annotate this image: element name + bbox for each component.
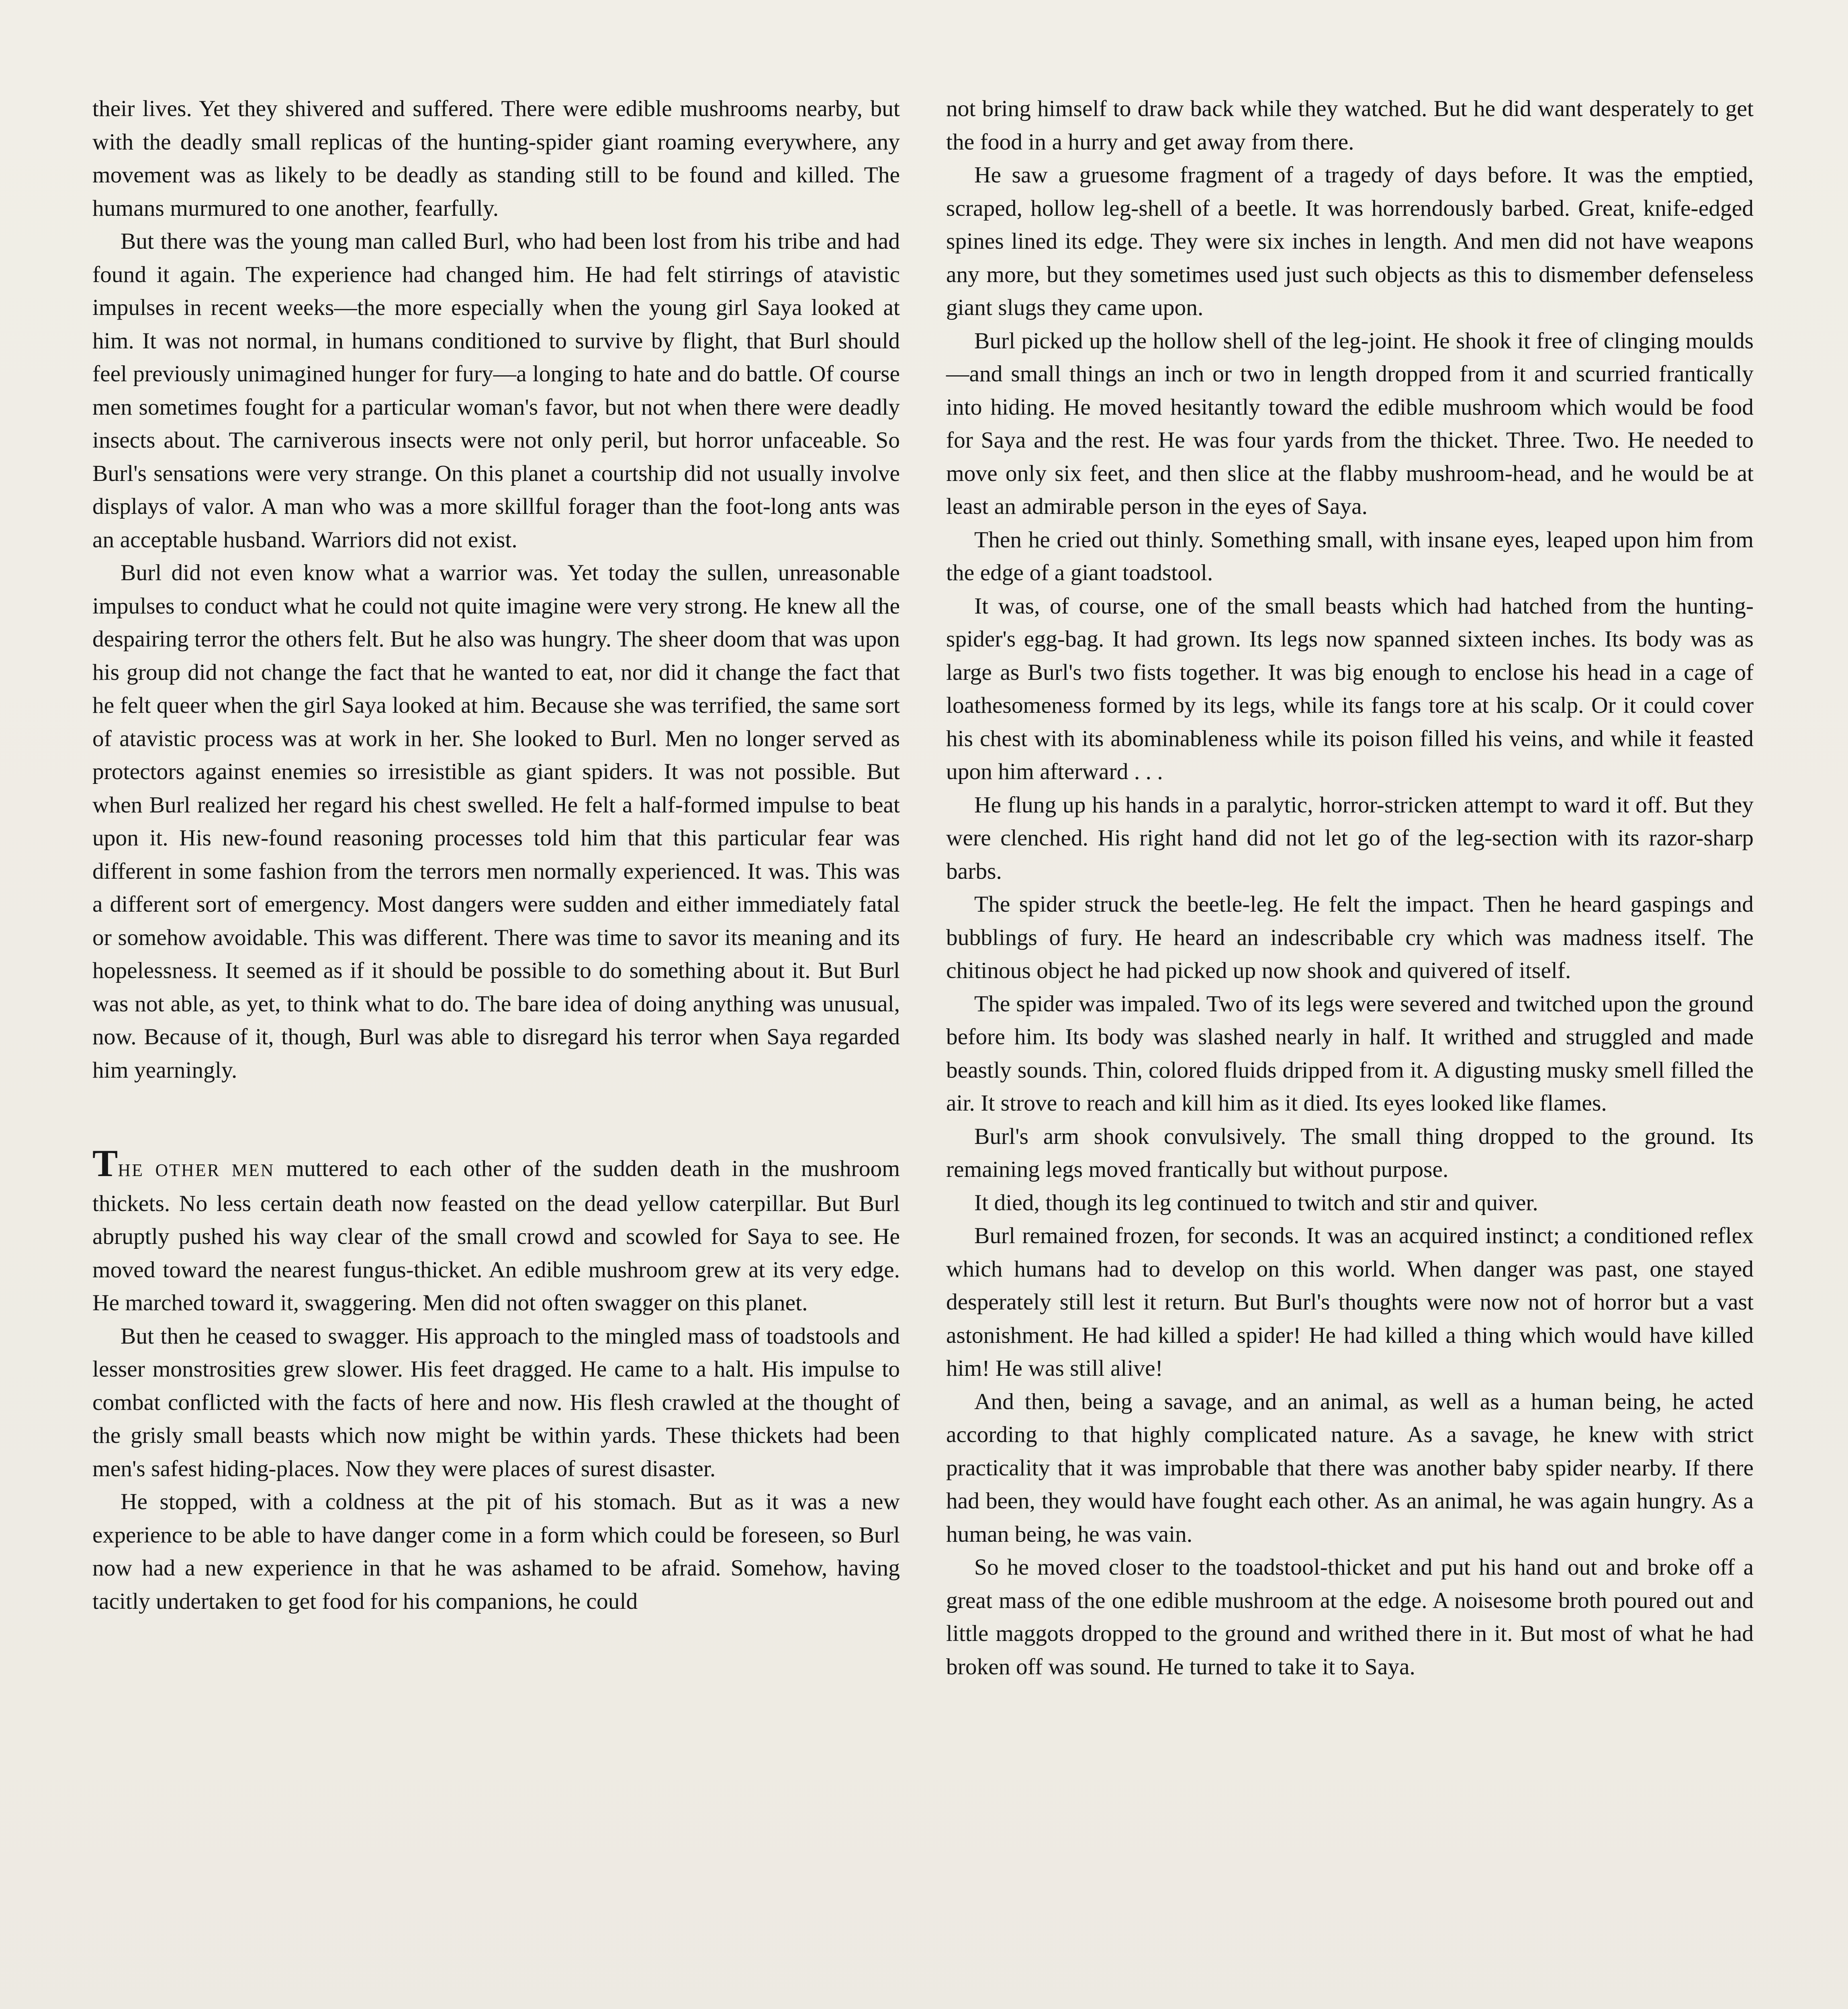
paragraph: But there was the young man called Burl, who had been lost from his tribe and had found it again. The experience had changed him. He had felt stirrings of atavistic impulses in recent weeks—the more especially when the young girl Saya looked at him. It was not normal, in humans conditioned to survive by flight, that Burl should feel previously unimagined hunger for fury—a longing to hate and do battle. Of course men sometimes fought for a particular woman's favor, but not when there were deadly insects about. The carniverous insects were not only peril, but horror unfaceable. So Burl's sensations were very strange. On this planet a courtship did not usually involve displays of valor. A man who was a more skillful forager than the foot-long ants was an acceptable husband. Warriors did not exist. [92, 229, 900, 552]
paragraph: not bring himself to draw back while they watched. But he did want desperately to get the food in a hurry and get away from there. [946, 96, 1754, 155]
paragraph: He saw a gruesome fragment of a tragedy of days before. It was the emptied, scraped, hollow leg-shell of a beetle. It was horrendously barbed. Great, knife-edged spines lined its edge. They were six inches in length. And men did not have weapons any more, but they sometimes used just such objects as this to dismember defenseless giant slugs they came upon. [946, 162, 1754, 320]
left-text-column [92, 92, 900, 1618]
paragraph: It died, though its leg continued to twitch and stir and quiver. [974, 1190, 1538, 1215]
paragraph: It was, of course, one of the small beasts which had hatched from the hunting-spider's egg-bag. It had grown. Its legs now spanned sixteen inches. Its body was as large as Burl's two fists together. It was big enough to enclose his head in a cage of loathesomeness formed by its legs, while its fangs tore at his scalp. Or it could cover his chest with its abominableness while its poison filled his veins, and while it feasted upon him afterward . . . [946, 593, 1754, 784]
paragraph: their lives. Yet they shivered and suffered. There were edible mushrooms nearby, but with the deadly small replicas of the hunting-spider giant roaming everywhere, any movement was as likely to be deadly as standing still to be found and killed. The humans murmured to one another, fearfully. [92, 96, 900, 221]
paragraph: Burl did not even know what a warrior was. Yet today the sullen, unreasonable impulses to conduct what he could not quite imagine were very strong. He knew all the despairing terror the others felt. But he also was hungry. The sheer doom that was upon his group did not change the fact that he wanted to eat, nor did it change the fact that he felt queer when the girl Saya looked at him. Because she was terrified, the same sort of atavistic process was at work in her. She looked to Burl. Men no longer served as protectors against enemies so irresistible as giant spiders. It was not possible. But when Burl realized her regard his chest swelled. He felt a half-formed impulse to beat upon it. His new-found reasoning processes told him that this particular fear was different in some fashion from the terrors men normally experienced. It was. This was a different sort of emergency. Most dangers were sudden and either immediately fatal or somehow avoidable. This was different. There was time to savor its meaning and its hopelessness. It seemed as if it should be possible to do something about it. But Burl was not able, as yet, to think what to do. The bare idea of doing anything was unusual, now. Because of it, though, Burl was able to disregard his terror when Saya regarded him yearningly. [92, 560, 900, 1083]
paragraph: But then he ceased to swagger. His approach to the mingled mass of toadstools and lesser monstrosities grew slower. His feet dragged. He came to a halt. His impulse to combat conflicted with the facts of here and now. His flesh crawled at the thought of the grisly small beasts which now might be within yards. These thickets had been men's safest hiding-places. Now they were places of surest disaster. [92, 1323, 900, 1481]
paragraph: The spider struck the beetle-leg. He felt the impact. Then he heard gaspings and bubblings of fury. He heard an indescribable cry which was madness itself. The chitinous object he had picked up now shook and quivered of itself. [946, 892, 1754, 983]
paragraph: Burl remained frozen, for seconds. It was an acquired instinct; a conditioned reflex which humans had to develop on this world. When danger was past, one stayed desperately still lest it return. But Burl's thoughts were now not of horror but a vast astonishment. He had killed a spider! He had killed a thing which would have killed him! He was still alive! [946, 1223, 1754, 1381]
right-text-column [946, 92, 1754, 1684]
paragraph-text: muttered to each other of the sudden death in the mushroom thickets. No less certain death now feasted on the dead yellow caterpillar. But Burl abruptly pushed his way clear of the small crowd and scowled for Saya to see. He moved toward the nearest fungus-thicket. An edible mushroom grew at its very edge. He marched toward it, swaggering. Men did not often swagger on this planet. [92, 1156, 900, 1315]
paragraph: He stopped, with a coldness at the pit of his stomach. But as it was a new experience to be able to have danger come in a form which could be foreseen, so Burl now had a new experience in that he was ashamed to be afraid. Somehow, having tacitly undertaken to get food for his companions, he could [92, 1489, 900, 1614]
paragraph: Burl picked up the hollow shell of the leg-joint. He shook it free of clinging moulds—and small things an inch or two in length dropped from it and scurried frantically into hiding. He moved hesitantly toward the edible mushroom which would be food for Saya and the rest. He was four yards from the thicket. Three. Two. He needed to move only six feet, and then slice at the flabby mushroom-head, and he would be at least an admirable person in the eyes of Saya. [946, 328, 1754, 519]
paragraph: He flung up his hands in a paralytic, horror-stricken attempt to ward it off. But they were clenched. His right hand did not let go of the leg-section with its razor-sharp barbs. [946, 792, 1754, 884]
section-opening-paragraph [92, 1142, 900, 1320]
paragraph: Burl's arm shook convulsively. The small thing dropped to the ground. Its remaining legs moved frantically but without purpose. [946, 1123, 1754, 1182]
paragraph: So he moved closer to the toadstool-thicket and put his hand out and broke off a great mass of the one edible mushroom at the edge. A noisesome broth poured out and little maggots dropped to the ground and writhed there in it. But most of what he had broken off was sound. He turned to take it to Saya. [946, 1555, 1754, 1680]
small-caps-lead: HE OTHER MEN [118, 1160, 275, 1180]
paragraph: And then, being a savage, and an animal, as well as a human being, he acted according to that highly complicated nature. As a savage, he knew with strict practicality that it was improbable that there was another baby spider nearby. If there had been, they would have fought each other. As an animal, he was again hungry. As a human being, he was vain. [946, 1389, 1754, 1547]
drop-cap: T [92, 1142, 118, 1185]
paragraph: The spider was impaled. Two of its legs were severed and twitched upon the ground before him. Its body was slashed nearly in half. It writhed and struggled and made beastly sounds. Thin, colored fluids dripped from it. A digusting musky smell filled the air. It strove to reach and kill him as it died. Its eyes looked like flames. [946, 991, 1754, 1116]
paragraph: Then he cried out thinly. Something small, with insane eyes, leaped upon him from the edge of a giant toadstool. [946, 527, 1754, 585]
